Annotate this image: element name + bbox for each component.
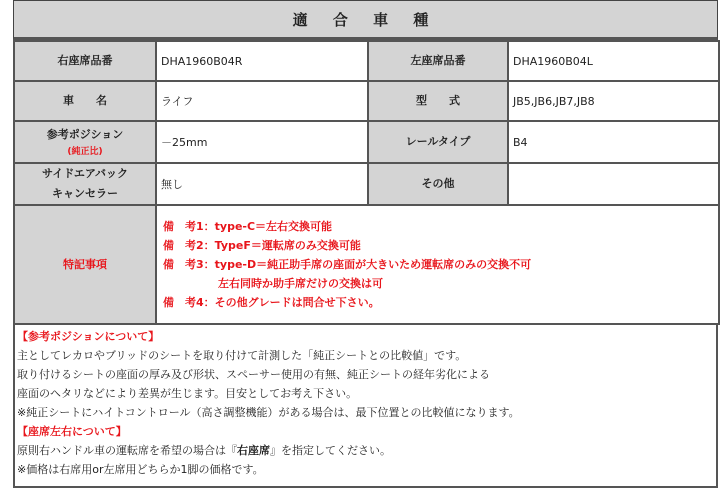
table-row	[14, 121, 719, 163]
position-sublabel: (純正比)	[67, 147, 103, 157]
remark-line: 左右同時か助手席だけの交換は可	[163, 277, 383, 290]
car-name-value: ライフ	[156, 81, 368, 121]
rail-type-label: レールタイプ	[368, 121, 508, 163]
note-line: ※純正シートにハイトコントロール（高さ調整機能）がある場合は、最下位置との比較値になります。	[17, 406, 520, 419]
left-seat-value: DHA1960B04L	[508, 41, 719, 81]
remarks-cell	[156, 205, 719, 324]
spec-table	[13, 40, 720, 325]
remark-line: 備 考4：その他グレードは問合せ下さい。	[163, 296, 380, 309]
airbag-label-cell	[14, 163, 156, 205]
model-label: 型 式	[368, 81, 508, 121]
right-seat-value: DHA1960B04R	[156, 41, 368, 81]
note-line: 取り付けるシートの座面の厚み及び形状、スペーサー使用の有無、純正シートの経年劣化による	[17, 368, 490, 381]
table-row	[14, 81, 719, 121]
rail-type-value: B4	[508, 121, 719, 163]
other-value	[508, 163, 719, 205]
position-value: －25mm	[156, 121, 368, 163]
position-label-cell	[14, 121, 156, 163]
remark-line: 備 考3：type-D＝純正助手席の座面が大きいため運転席のみの交換不可	[163, 258, 532, 271]
airbag-label-line1: サイドエアバック	[42, 167, 128, 180]
car-name-label: 車 名	[14, 81, 156, 121]
airbag-value: 無し	[156, 163, 368, 205]
note-line: 主としてレカロやブリッドのシートを取り付けて計測した「純正シートとの比較値」です。	[17, 349, 467, 362]
table-row	[14, 163, 719, 205]
fitment-sheet	[13, 0, 718, 488]
seat-note-emphasis: 右座席	[237, 444, 270, 457]
remarks-label: 特記事項	[14, 205, 156, 324]
remark-line: 備 考1：type-C＝左右交換可能	[163, 220, 333, 233]
notes-section	[13, 325, 718, 488]
seat-note-line	[17, 441, 714, 460]
remark-line: 備 考2：TypeF＝運転席のみ交換可能	[163, 239, 361, 252]
page-title: 適 合 車 種	[13, 0, 718, 40]
seat-notes-heading: 【座席左右について】	[17, 425, 127, 438]
left-seat-label: 左座席品番	[368, 41, 508, 81]
note-line: 座面のヘタリなどにより差異が生じます。目安としてお考え下さい。	[17, 387, 358, 400]
right-seat-label: 右座席品番	[14, 41, 156, 81]
seat-note-prefix: 原則右ハンドル車の運転席を希望の場合は『	[17, 444, 237, 457]
table-row	[14, 41, 719, 81]
position-notes-heading: 【参考ポジションについて】	[17, 330, 160, 343]
price-note-line: ※価格は右席用or左席用どちらか1脚の価格です。	[17, 463, 264, 476]
model-value: JB5,JB6,JB7,JB8	[508, 81, 719, 121]
table-row	[14, 205, 719, 324]
position-label: 参考ポジション	[46, 128, 124, 141]
remarks-list	[161, 213, 714, 316]
airbag-label-line2: キャンセラー	[52, 187, 118, 200]
other-label: その他	[368, 163, 508, 205]
seat-note-suffix: 』を指定してください。	[270, 444, 391, 457]
